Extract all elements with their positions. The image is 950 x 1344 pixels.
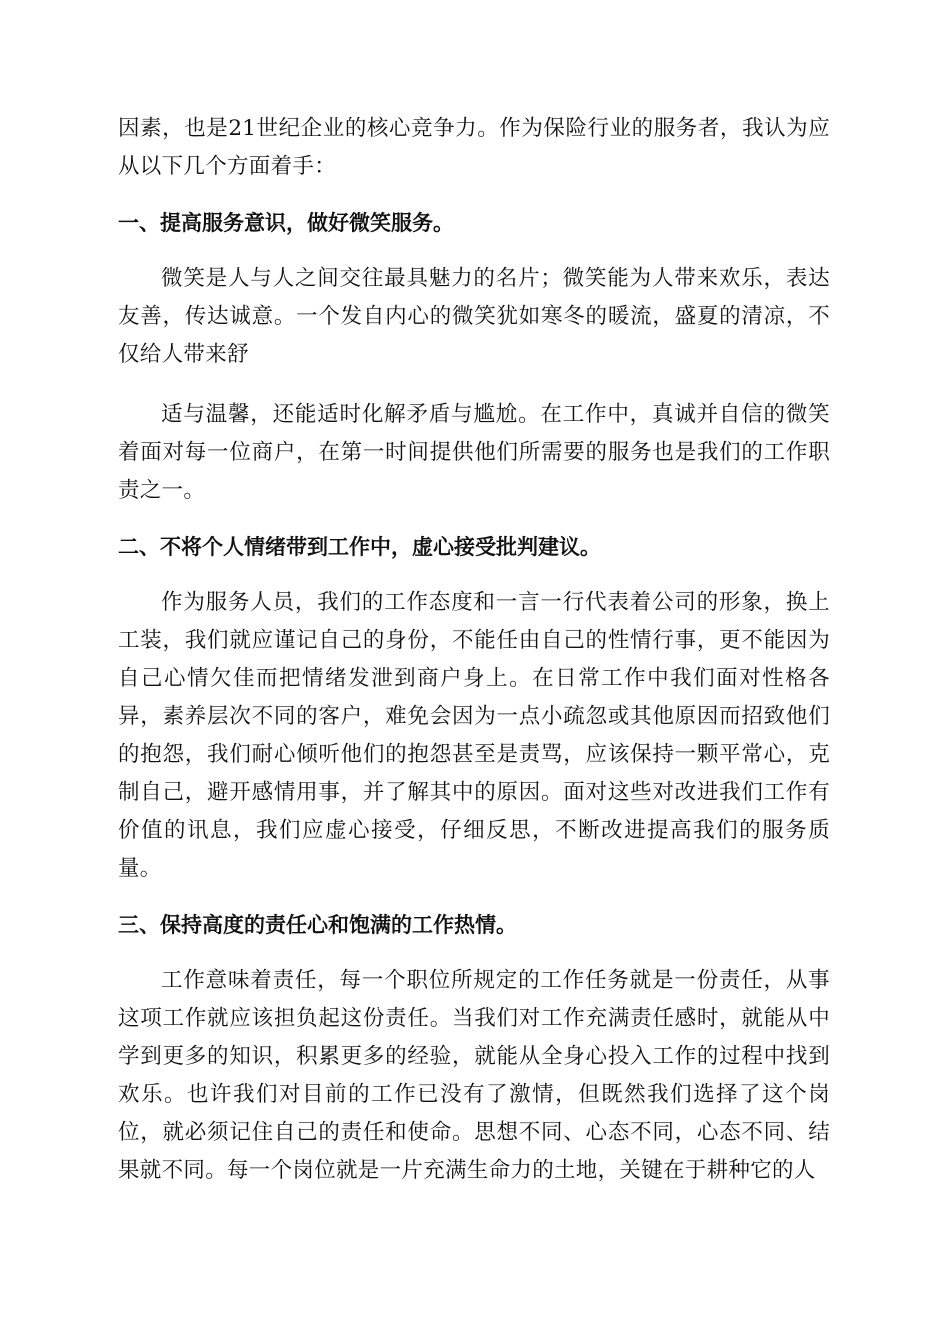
paragraph-smile-service: 微笑是人与人之间交往最具魅力的名片；微笑能为人带来欢乐，表达友善，传达诚意。一个发自内心的微笑犹如寒冬的暖流，盛夏的清凉，不仅给人带来舒 — [118, 266, 830, 367]
paragraph-smile-continued: 适与温馨，还能适时化解矛盾与尴尬。在工作中，真诚并自信的微笑着面对每一位商户，在第一时间提供他们所需要的服务也是我们的工作职责之一。 — [118, 402, 830, 503]
document-page — [118, 110, 830, 1190]
paragraph-emotion-control: 作为服务人员，我们的工作态度和一言一行代表着公司的形象，换上工装，我们就应谨记自己的身份，不能任由自己的性情行事，更不能因为自己心情欠佳而把情绪发泄到商户身上。在日常工作中我们面对性格各异，素养层次不同的客户，难免会因为一点小疏忽或其他原因而招致他们的抱怨，我们耐心倾听他们的抱怨甚至是责骂，应该保持一颗平常心，克制自己，避开感情用事，并了解其中的原因。面对这些对改进我们工作有价值的讯息，我们应虚心接受，仔细反思，不断改进提高我们的服务质量。 — [118, 590, 830, 881]
heading-section-2: 二、不将个人情绪带到工作中，虚心接受批判建议。 — [118, 535, 601, 559]
paragraph-responsibility: 工作意味着责任，每一个职位所规定的工作任务就是一份责任，从事这项工作就应该担负起这份责任。当我们对工作充满责任感时，就能从中学到更多的知识，积累更多的经验，就能从全身心投入工作的过程中找到欢乐。也许我们对目前的工作已没有了激情，但既然我们选择了这个岗位，就必须记住自己的责任和使命。思想不同、心态不同，心态不同、结果就不同。每一个岗位就是一片充满生命力的土地，关键在于耕种它的人 — [118, 968, 830, 1183]
paragraph-intro: 因素，也是21世纪企业的核心竞争力。作为保险行业的服务者，我认为应从以下几个方面着手： — [118, 116, 830, 179]
heading-section-1: 一、提高服务意识，做好微笑服务。 — [118, 211, 454, 235]
heading-section-3: 三、保持高度的责任心和饱满的工作热情。 — [118, 913, 517, 937]
